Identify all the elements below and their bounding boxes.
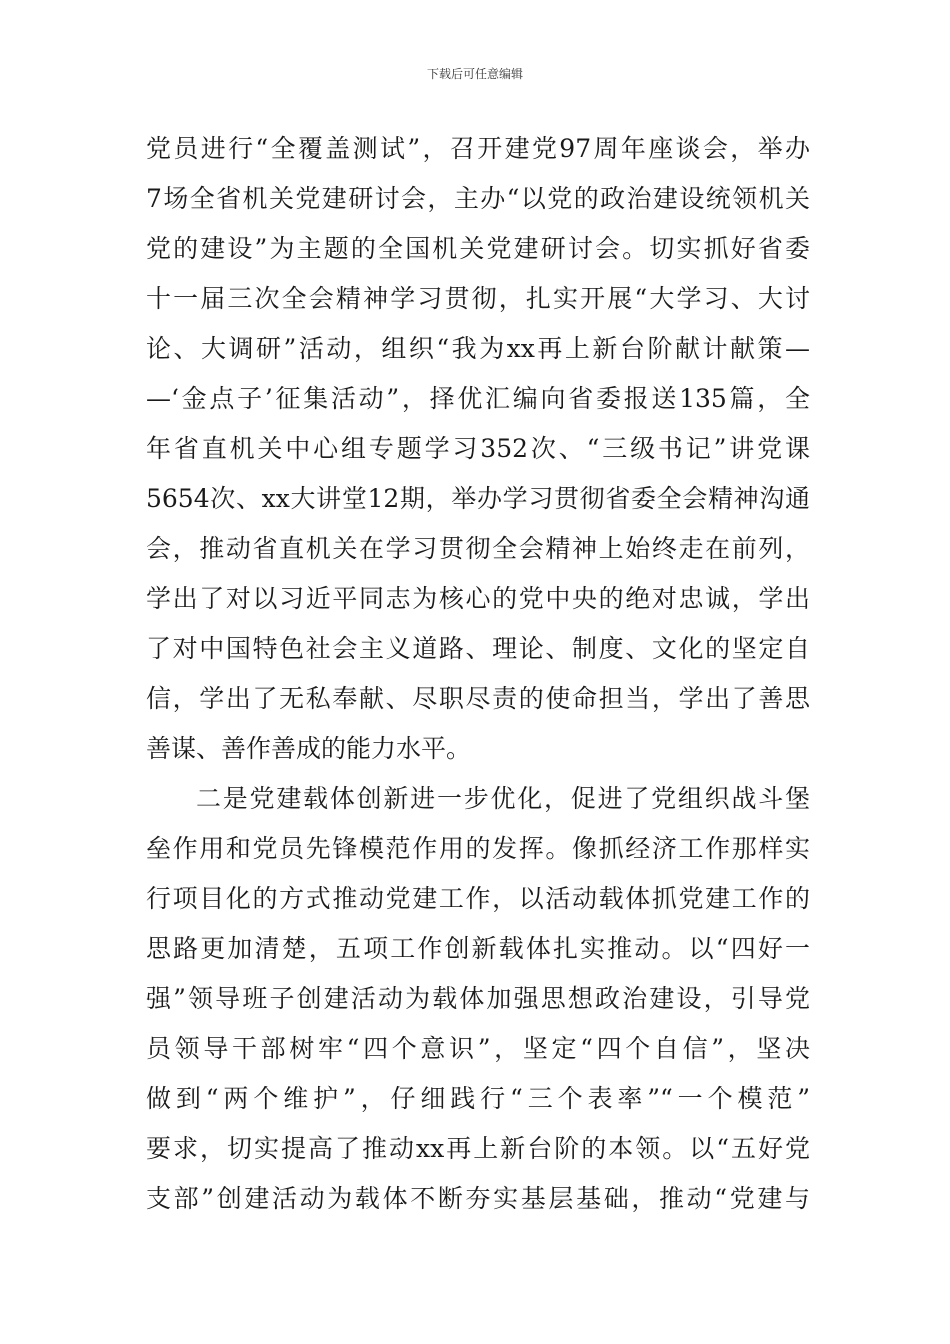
text-line: 党的建设”为主题的全国机关党建研讨会。切实抓好省委 (146, 234, 810, 263)
paragraph-first-line: 二是党建载体创新进一步优化，促进了党组织战斗堡 (196, 784, 810, 813)
text-line: 垒作用和党员先锋模范作用的发挥。像抓经济工作那样实 (146, 834, 810, 863)
text-line: 学出了对以习近平同志为核心的党中央的绝对忠诚，学出 (146, 584, 810, 613)
text-line: 支部”创建活动为载体不断夯实基层基础，推动“党建与 (146, 1184, 810, 1213)
text-line: 善谋、善作善成的能力水平。 (146, 734, 472, 763)
text-line: —‘金点子’征集活动”，择优汇编向省委报送135篇，全 (146, 384, 810, 413)
text-line: 行项目化的方式推动党建工作，以活动载体抓党建工作的 (146, 884, 810, 913)
text-line: 年省直机关中心组专题学习352次、“三级书记”讲党课 (146, 434, 810, 463)
text-line: 做到“两个维护”，仔细践行“三个表率”“一个模范” (146, 1084, 810, 1113)
page-header: 下载后可任意编辑 (426, 67, 523, 81)
text-line: 论、大调研”活动，组织“我为xx再上新台阶献计献策— (146, 334, 810, 363)
text-line: 思路更加清楚，五项工作创新载体扎实推动。以“四好一 (146, 934, 810, 963)
text-line: 7场全省机关党建研讨会，主办“以党的政治建设统领机关 (146, 184, 810, 213)
text-line: 十一届三次全会精神学习贯彻，扎实开展“大学习、大讨 (146, 284, 810, 313)
text-line: 强”领导班子创建活动为载体加强思想政治建设，引导党 (146, 984, 810, 1013)
text-line: 党员进行“全覆盖测试”，召开建党97周年座谈会，举办 (146, 134, 810, 163)
text-line: 要求，切实提高了推动xx再上新台阶的本领。以“五好党 (146, 1134, 810, 1163)
text-line: 会，推动省直机关在学习贯彻全会精神上始终走在前列， (146, 534, 810, 563)
text-line: 信，学出了无私奉献、尽职尽责的使命担当，学出了善思 (146, 684, 810, 713)
text-line: 5654次、xx大讲堂12期，举办学习贯彻省委全会精神沟通 (146, 484, 810, 513)
text-line: 员领导干部树牢“四个意识”，坚定“四个自信”，坚决 (146, 1034, 810, 1063)
text-line: 了对中国特色社会主义道路、理论、制度、文化的坚定自 (146, 634, 810, 663)
